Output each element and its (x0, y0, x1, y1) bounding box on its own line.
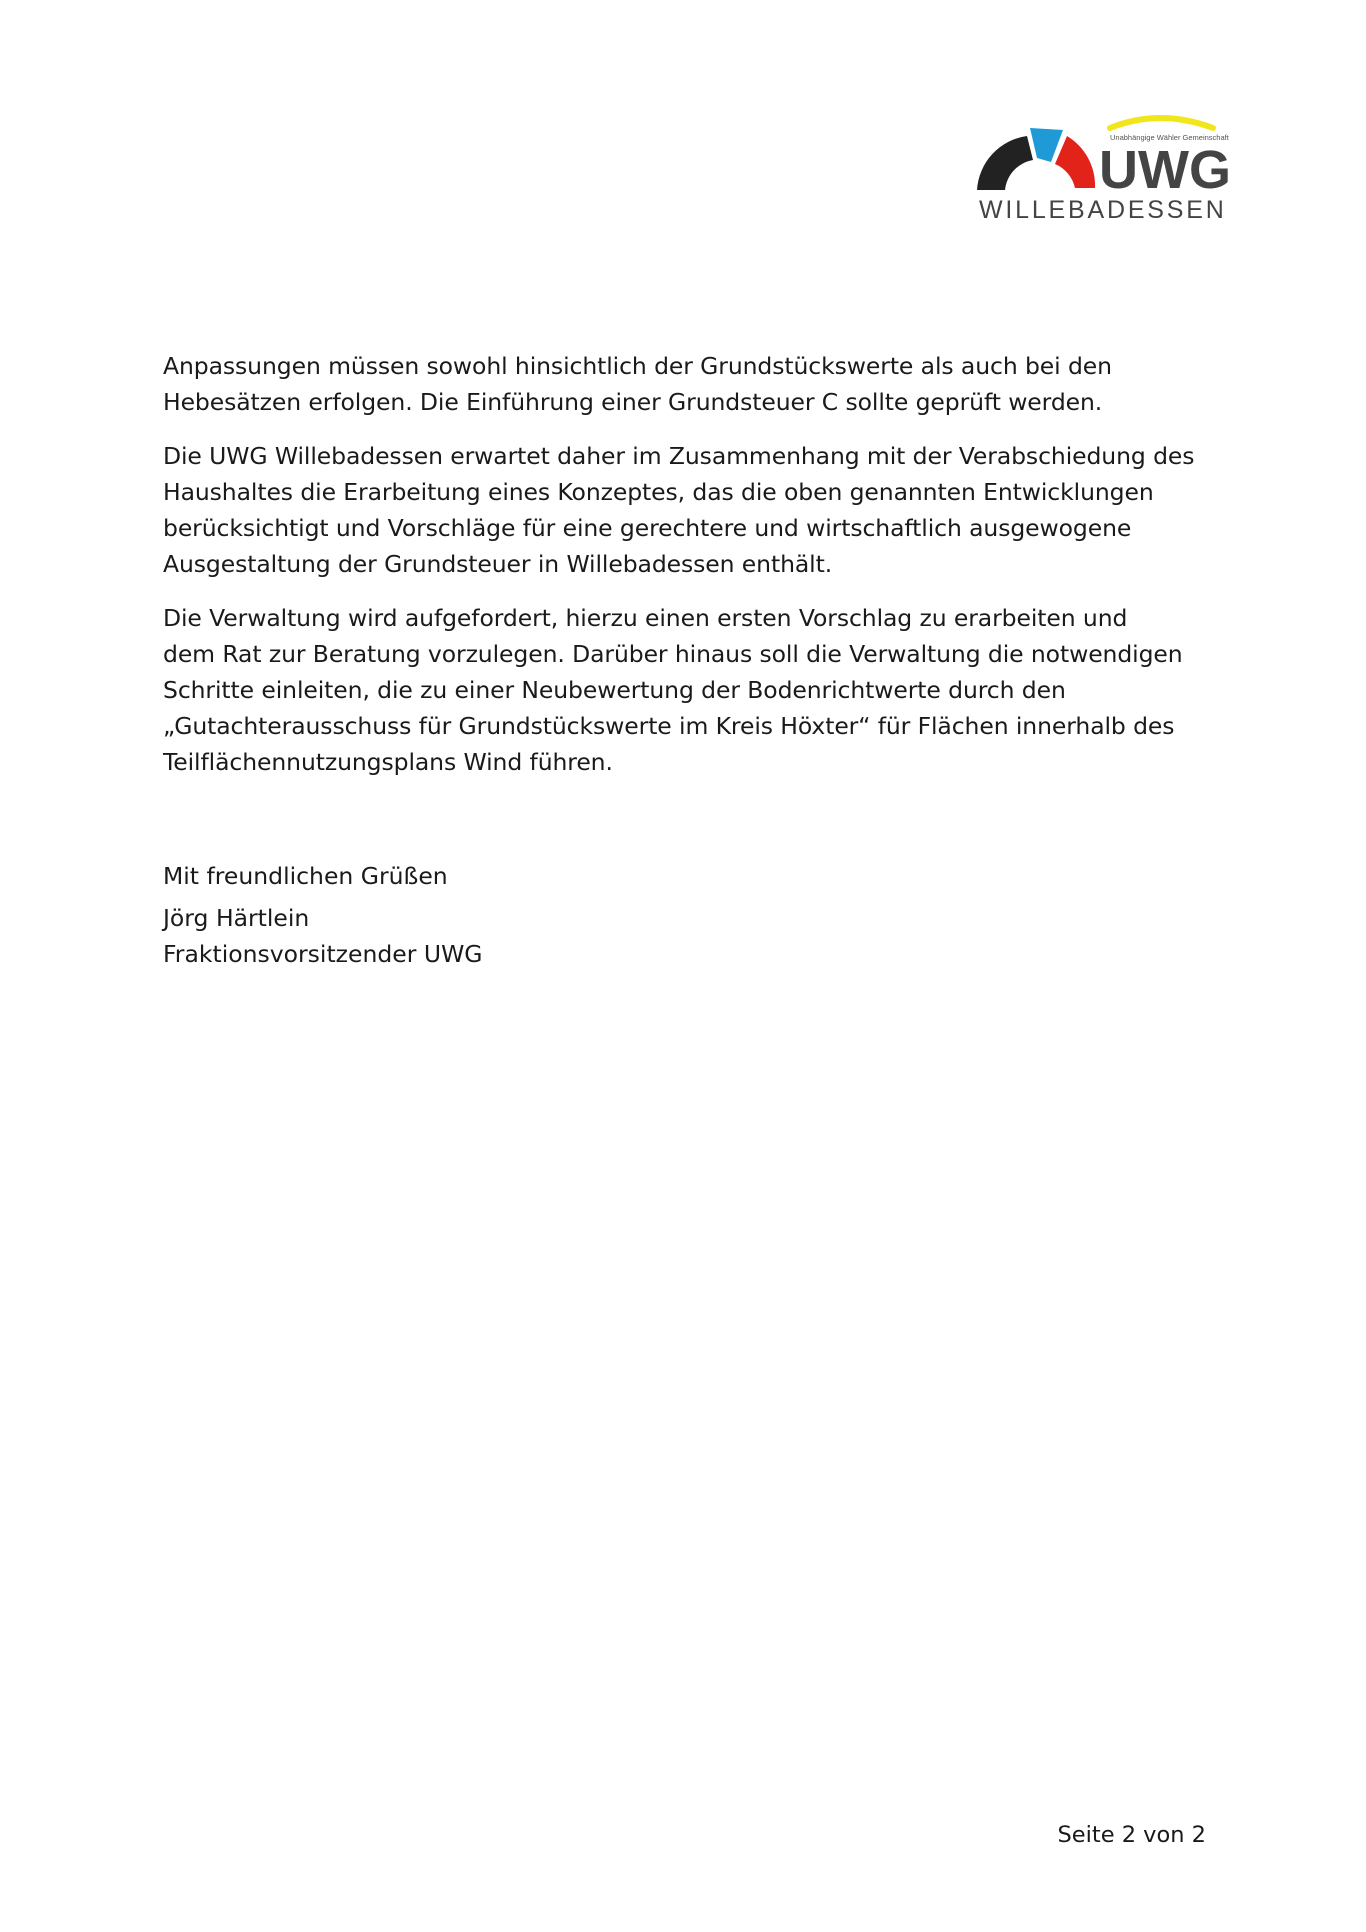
closing-greeting: Mit freundlichen Grüßen (163, 862, 448, 890)
body-line: dem Rat zur Beratung vorzulegen. Darüber hinaus soll die Verwaltung die notwendigen (163, 640, 1183, 668)
logo-red-segment (1055, 136, 1095, 188)
logo-black-segment (977, 136, 1033, 190)
signatory-name: Jörg Härtlein (163, 904, 310, 932)
body-line: „Gutachterausschuss für Grundstückswerte im Kreis Höxter“ für Flächen innerhalb des (163, 712, 1175, 740)
paragraph-2 (163, 438, 1223, 582)
page-number: Seite 2 von 2 (1057, 1822, 1206, 1848)
uwg-logo-graphic (975, 108, 1255, 228)
paragraph-1 (163, 348, 1223, 420)
logo-name: UWG (1099, 140, 1231, 200)
body-line: Schritte einleiten, die zu einer Neubewertung der Bodenrichtwerte durch den (163, 676, 1066, 704)
body-line: Haushaltes die Erarbeitung eines Konzeptes, das die oben genannten Entwicklungen (163, 478, 1154, 506)
logo-town: WILLEBADESSEN (979, 196, 1227, 224)
signatory-title: Fraktionsvorsitzender UWG (163, 940, 483, 968)
logo-yellow-arc (1110, 118, 1213, 128)
letter-closing (163, 858, 483, 972)
body-line: Teilflächennutzungsplans Wind führen. (163, 748, 613, 776)
body-line: Anpassungen müssen sowohl hinsichtlich der Grundstückswerte als auch bei den (163, 352, 1112, 380)
uwg-logo (975, 108, 1255, 228)
body-line: Die UWG Willebadessen erwartet daher im Zusammenhang mit der Verabschiedung des (163, 442, 1195, 470)
body-line: Ausgestaltung der Grundsteuer in Willebadessen enthält. (163, 550, 833, 578)
body-line: Die Verwaltung wird aufgefordert, hierzu einen ersten Vorschlag zu erarbeiten und (163, 604, 1128, 632)
body-line: Hebesätzen erfolgen. Die Einführung einer Grundsteuer C sollte geprüft werden. (163, 388, 1103, 416)
logo-tagline: Unabhängige Wähler Gemeinschaft (1110, 133, 1229, 142)
body-line: berücksichtigt und Vorschläge für eine gerechtere und wirtschaftlich ausgewogene (163, 514, 1132, 542)
letter-body (163, 348, 1223, 798)
paragraph-3 (163, 600, 1223, 780)
